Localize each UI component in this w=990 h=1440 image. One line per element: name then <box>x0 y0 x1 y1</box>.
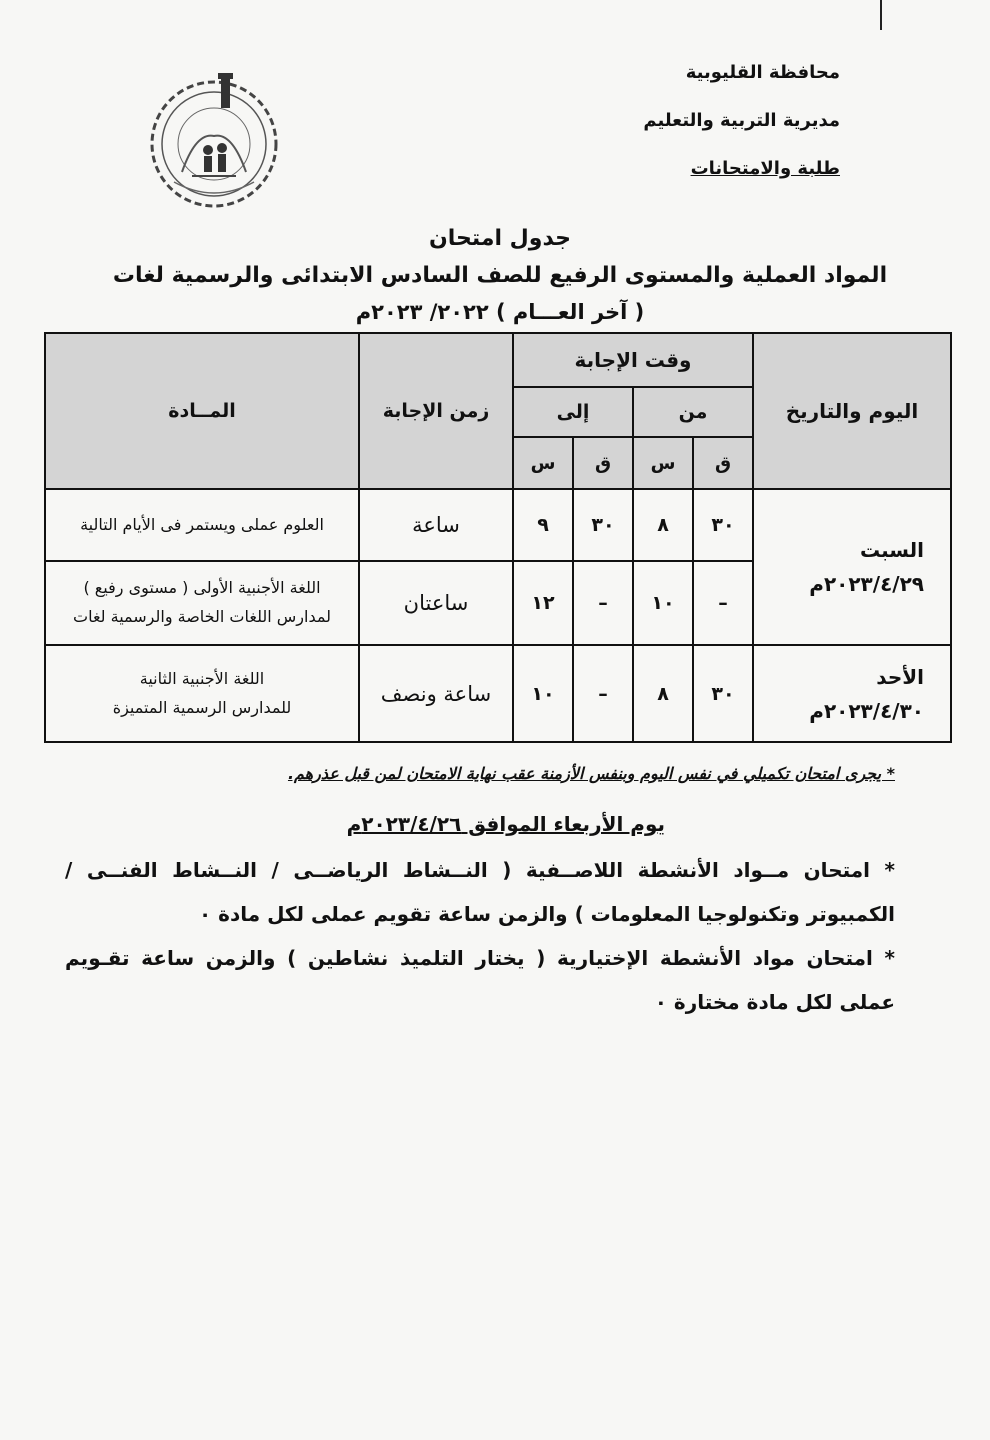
header-from-hour: س <box>633 437 693 489</box>
header-day-date: اليوم والتاريخ <box>753 333 951 489</box>
header-to-minute: ق <box>573 437 633 489</box>
makeup-exam-note: * يجرى امتحان تكميلي في نفس اليوم وبنفس الأزمنة عقب نهاية الامتحان لمن قبل عذرهم. <box>287 764 895 783</box>
to-hour-cell: ١٠ <box>513 645 573 742</box>
duration-cell: ساعتان <box>359 561 513 645</box>
subject-line: اللغة الأجنبية الأولى ( مستوى رفيع ) <box>83 578 321 598</box>
table-row <box>45 489 951 561</box>
department-label: طلبة والامتحانات <box>690 158 840 179</box>
header-answer-time: وقت الإجابة <box>513 333 753 387</box>
day-cell <box>753 645 951 742</box>
from-hour-cell: ٨ <box>633 645 693 742</box>
exam-schedule-table <box>44 332 952 743</box>
exam-schedule-subtitle: المواد العملية والمستوى الرفيع للصف السادس الابتدائى والرسمية لغات <box>112 263 888 288</box>
subject-line: للمدارس الرسمية المتميزة <box>112 697 292 717</box>
day-cell <box>753 489 951 645</box>
exam-schedule-year: ( آخر العـــام ) ٢٠٢٢/ ٢٠٢٣م <box>355 300 645 324</box>
header-from-minute: ق <box>693 437 753 489</box>
exam-schedule-title: جدول امتحان <box>428 226 572 251</box>
subject-cell <box>45 561 359 645</box>
from-minute-cell: ٣٠ <box>693 489 753 561</box>
header-from: من <box>633 387 753 437</box>
to-minute-cell: – <box>573 645 633 742</box>
to-minute-cell: – <box>573 561 633 645</box>
subject-line: العلوم عملى ويستمر فى الأيام التالية <box>80 514 324 534</box>
to-hour-cell: ٩ <box>513 489 573 561</box>
subject-cell <box>45 645 359 742</box>
activities-exam-list <box>65 848 895 1024</box>
directorate-label: مديرية التربية والتعليم <box>643 110 840 131</box>
page-edge-line <box>880 0 882 30</box>
governorate-label: محافظة القليوبية <box>685 62 840 83</box>
list-item: * امتحان مواد الأنشطة الإختيارية ( يختار التلميذ نشاطين ) والزمن ساعة تقـويم عملى لكل مادة مختارة ٠ <box>65 946 895 1014</box>
day-date: ٢٠٢٣/٤/٢٩م <box>809 572 924 596</box>
table-row <box>45 645 951 742</box>
wednesday-date-heading: يوم الأربعاء الموافق ٢٠٢٣/٤/٢٦م <box>346 812 665 836</box>
header-to: إلى <box>513 387 633 437</box>
header-subject: المــادة <box>45 333 359 489</box>
header-to-hour: س <box>513 437 573 489</box>
to-hour-cell: ١٢ <box>513 561 573 645</box>
day-date: ٢٠٢٣/٤/٣٠م <box>809 698 924 723</box>
from-hour-cell: ١٠ <box>633 561 693 645</box>
letterhead <box>643 62 840 206</box>
subject-cell <box>45 489 359 561</box>
ministry-seal-icon <box>144 72 284 212</box>
from-minute-cell: – <box>693 561 753 645</box>
header-duration: زمن الإجابة <box>359 333 513 489</box>
subject-line: اللغة الأجنبية الثانية <box>139 668 265 688</box>
from-minute-cell: ٣٠ <box>693 645 753 742</box>
duration-cell: ساعة <box>359 489 513 561</box>
day-name: السبت <box>859 538 924 562</box>
from-hour-cell: ٨ <box>633 489 693 561</box>
day-name: الأحد <box>876 664 924 689</box>
list-item: * امتحان مــواد الأنشطة اللاصــفية ( النــشاط الرياضــى / النــشاط الفنــى / الكمبيوتر وتكنولوجيا المعلومات ) والزمن ساعة تقويم عملى لكل مادة ٠ <box>65 858 895 926</box>
duration-cell: ساعة ونصف <box>359 645 513 742</box>
subject-line: لمدارس اللغات الخاصة والرسمية لغات <box>73 607 331 626</box>
to-minute-cell: ٣٠ <box>573 489 633 561</box>
